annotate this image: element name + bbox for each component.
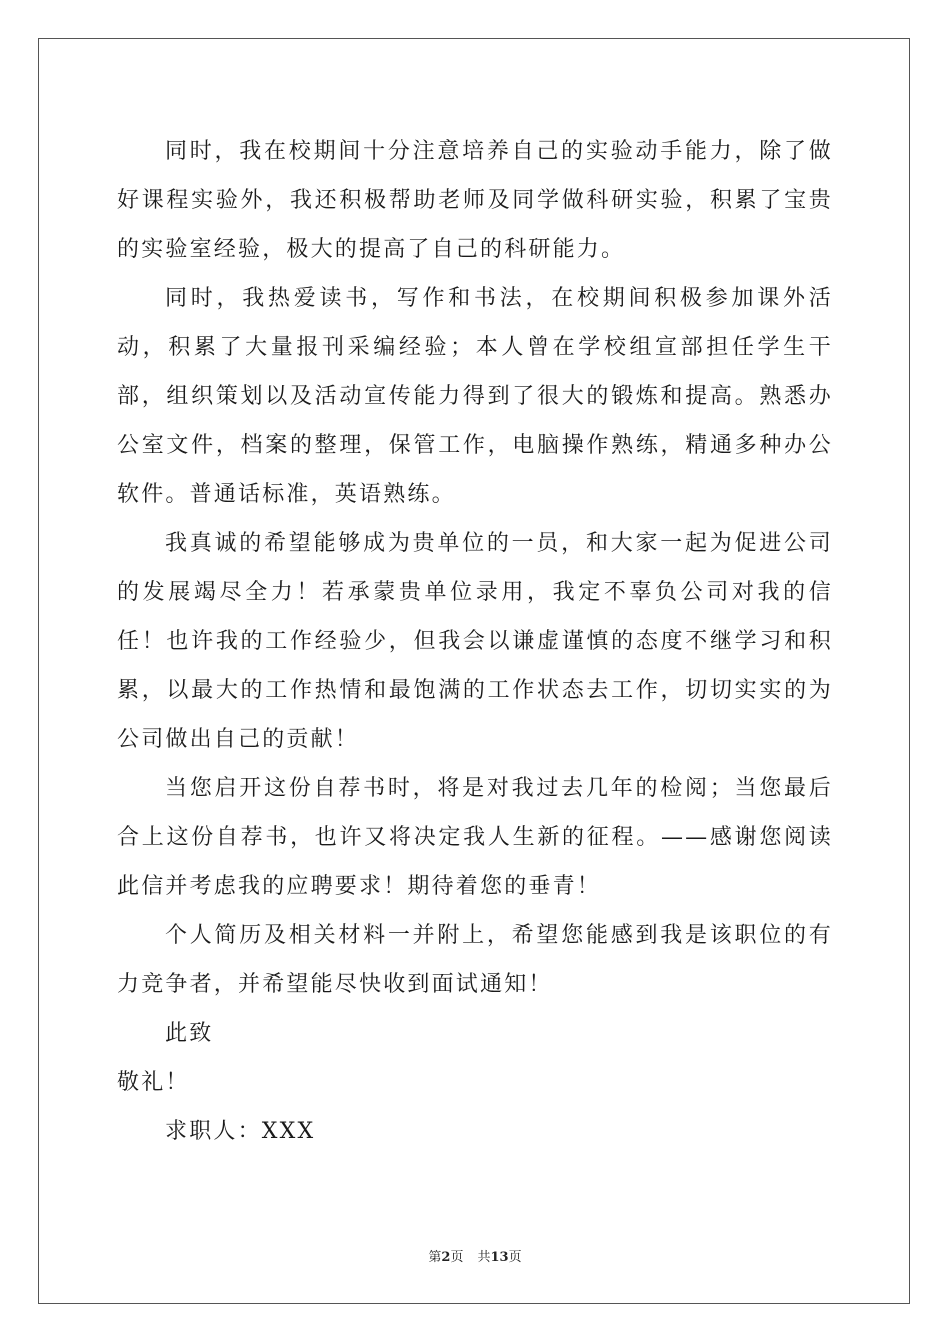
salutation-line: 敬礼！: [117, 1070, 190, 1095]
total-pages: 13: [490, 1250, 509, 1265]
page-suffix: 页: [450, 1250, 464, 1265]
page-footer: [0, 1246, 950, 1265]
total-suffix: 页: [508, 1250, 522, 1265]
paragraph-lab-skills: 同时，我在校期间十分注意培养自己的实验动手能力，除了做好课程实验外，我还积极帮助老师及同学做科研实验，积累了宝贵的实验室经验，极大的提高了自己的科研能力。: [117, 139, 833, 262]
paragraph-activities: 同时，我热爱读书，写作和书法，在校期间积极参加课外活动，积累了大量报刊采编经验；本人曾在学校组宣部担任学生干部，组织策划以及活动宣传能力得到了很大的锻炼和提高。熟悉办公室文件，档案的整理，保管工作，电脑操作熟练，精通多种办公软件。普通话标准，英语熟练。: [117, 286, 833, 507]
page-prefix: 第: [428, 1250, 442, 1265]
total-prefix: 共: [477, 1250, 491, 1265]
paragraph-thanks: 当您启开这份自荐书时，将是对我过去几年的检阅；当您最后合上这份自荐书，也许又将决定我人生新的征程。——感谢您阅读此信并考虑我的应聘要求！期待着您的垂青！: [117, 776, 833, 899]
paragraph-attachments: 个人简历及相关材料一并附上，希望您能感到我是该职位的有力竞争者，并希望能尽快收到面试通知！: [117, 923, 833, 997]
page-number: 2: [441, 1250, 451, 1265]
letter-body: [117, 127, 833, 1156]
paragraph-aspiration: 我真诚的希望能够成为贵单位的一员，和大家一起为促进公司的发展竭尽全力！若承蒙贵单位录用，我定不辜负公司对我的信任！也许我的工作经验少，但我会以谦虚谨慎的态度不继学习和积累，以最大的工作热情和最饱满的工作状态去工作，切切实实的为公司做出自己的贡献！: [117, 531, 833, 752]
closing-line: 此致: [165, 1021, 214, 1046]
signature-line: 求职人：XXX: [165, 1119, 316, 1144]
